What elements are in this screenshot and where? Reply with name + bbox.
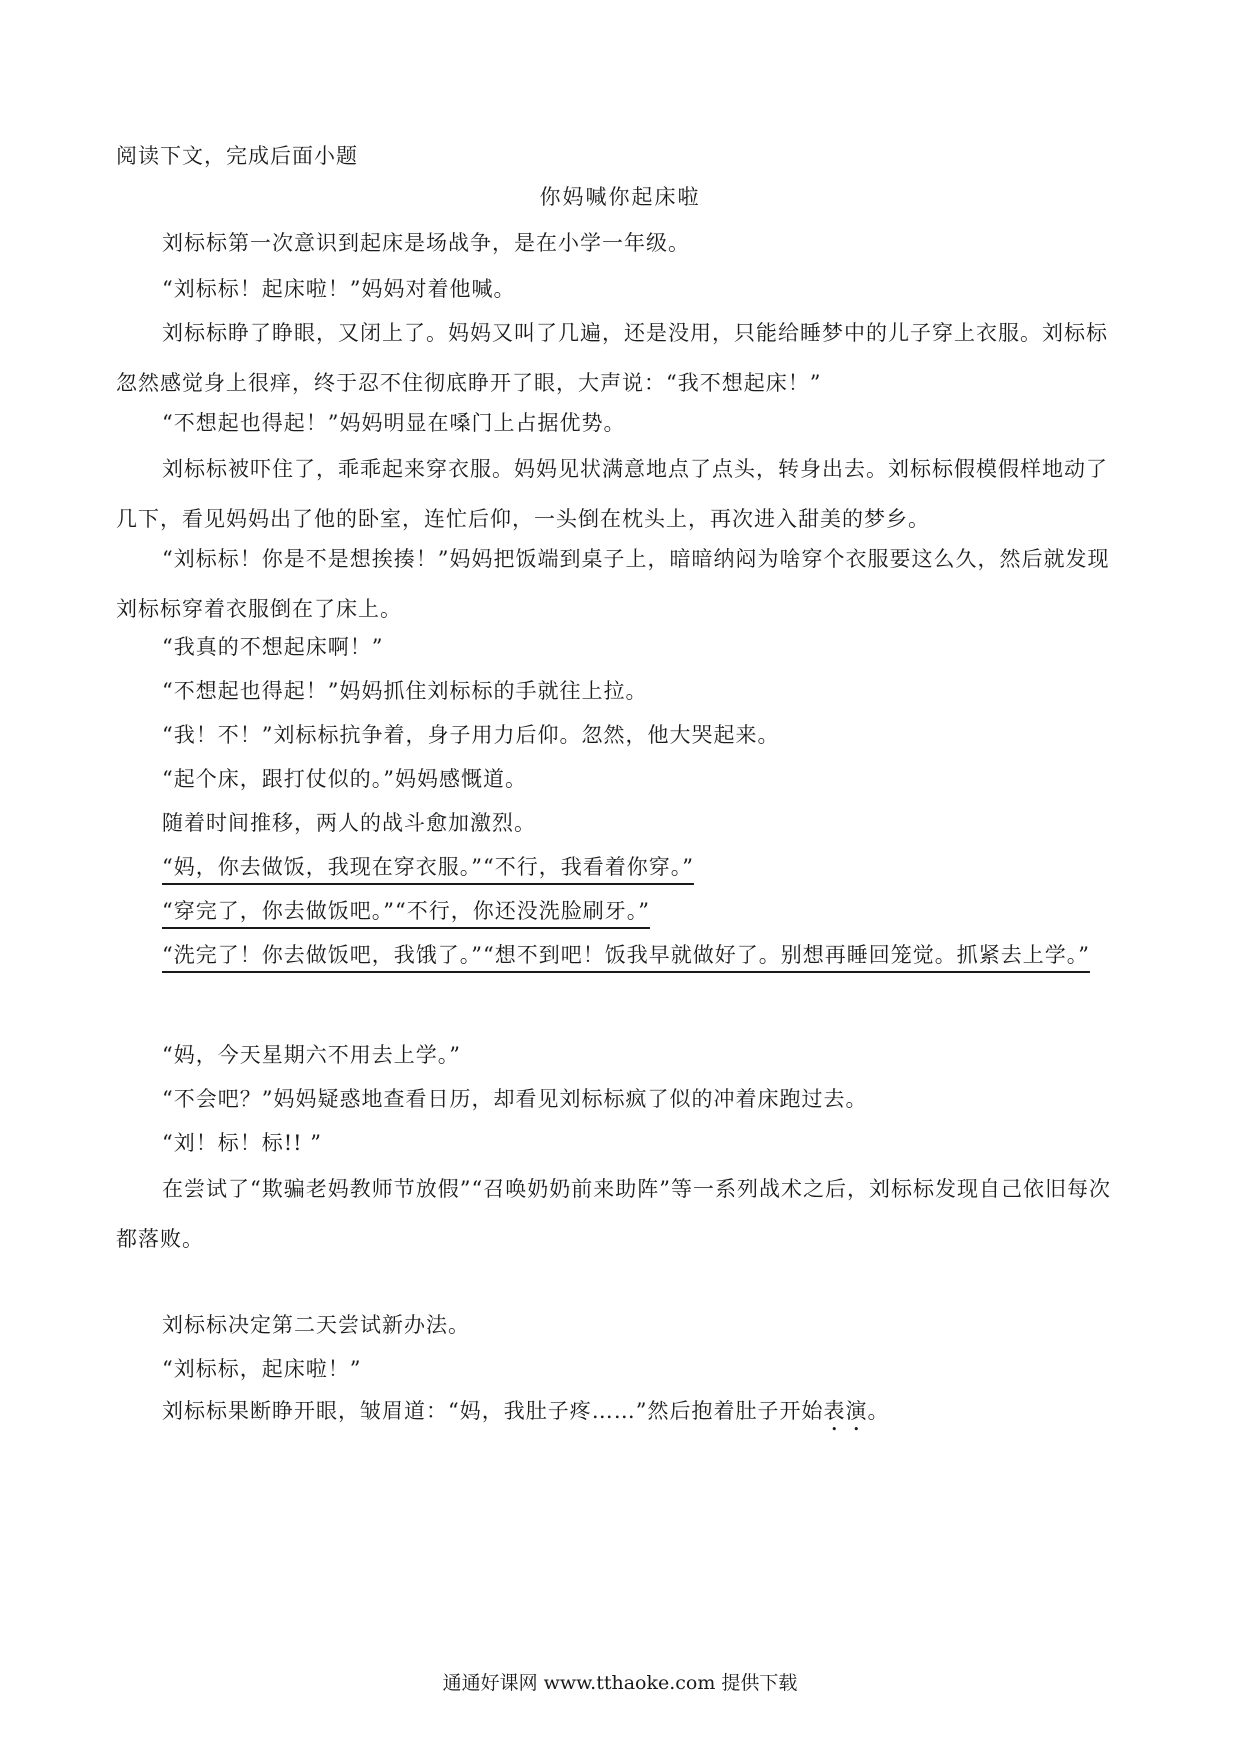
paragraph-9: “我！不！”刘标标抗争着，身子用力后仰。忽然，他大哭起来。 [162,723,780,747]
underlined-text-3: “洗完了！你去做饭吧，我饿了。”“想不到吧！饭我早就做好了。别想再睡回笼觉。抓紧去上学。” [162,943,1090,967]
paragraph-2: “刘标标！起床啦！”妈妈对着他喊。 [162,277,516,301]
paragraph-3: 刘标标睁了睁眼，又闭上了。妈妈又叫了几遍，还是没用，只能给睡梦中的儿子穿上衣服。刘标标忽然感觉身上很痒，终于忍不住彻底睁开了眼，大声说：“我不想起床！” [116,321,1108,395]
page-footer: 通通好课网 www.tthaoke.com 提供下载 [442,1672,798,1694]
paragraph-18-text: 刘标标果断睁开眼，皱眉道：“妈，我肚子疼……”然后抱着肚子开始 [162,1399,824,1423]
paragraph-4: “不想起也得起！”妈妈明显在嗓门上占据优势。 [162,411,626,435]
paragraph-16: 刘标标决定第二天尝试新办法。 [162,1313,470,1337]
paragraph-13: “不会吧？”妈妈疑惑地查看日历，却看见刘标标疯了似的冲着床跑过去。 [162,1087,868,1111]
underlined-text-2: “穿完了，你去做饭吧。”“不行，你还没洗脸刷牙。” [162,899,650,923]
article-title: 你妈喊你起床啦 [539,185,701,209]
paragraph-14: “刘！标！标!! ” [162,1131,323,1155]
instruction-line: 阅读下文，完成后面小题 [116,144,358,168]
paragraph-10: “起个床，跟打仗似的。”妈妈感慨道。 [162,767,527,791]
paragraph-6: “刘标标！你是不是想挨揍！”妈妈把饭端到桌子上，暗暗纳闷为啥穿个衣服要这么久，然后就发现刘标标穿着衣服倒在了床上。 [116,547,1110,621]
paragraph-7: “我真的不想起床啊！” [162,635,384,659]
underlined-text-1: “妈，你去做饭，我现在穿衣服。”“不行，我看着你穿。” [162,855,694,879]
paragraph-1: 刘标标第一次意识到起床是场战争，是在小学一年级。 [162,231,690,255]
paragraph-18-end: 。 [867,1399,890,1423]
underlined-line-1 [116,842,1122,892]
paragraph-15: 在尝试了“欺骗老妈教师节放假”“召唤奶奶前来助阵”等一系列战术之后，刘标标发现自己依旧每次都落败。 [116,1177,1111,1251]
paragraph-8: “不想起也得起！”妈妈抓住刘标标的手就往上拉。 [162,679,648,703]
paragraph-5: 刘标标被吓住了，乖乖起来穿衣服。妈妈见状满意地点了点头，转身出去。刘标标假模假样地动了几下，看见妈妈出了他的卧室，连忙后仰，一头倒在枕头上，再次进入甜美的梦乡。 [116,457,1108,531]
paragraph-17: “刘标标，起床啦！” [162,1357,362,1381]
emphasized-word: 表演 [823,1399,868,1423]
underlined-line-3 [116,930,1122,980]
paragraph-18 [116,1386,1122,1436]
paragraph-11: 随着时间推移，两人的战斗愈加激烈。 [162,811,536,835]
paragraph-12: “妈，今天星期六不用去上学。” [162,1043,461,1067]
underlined-line-2 [116,886,1122,936]
